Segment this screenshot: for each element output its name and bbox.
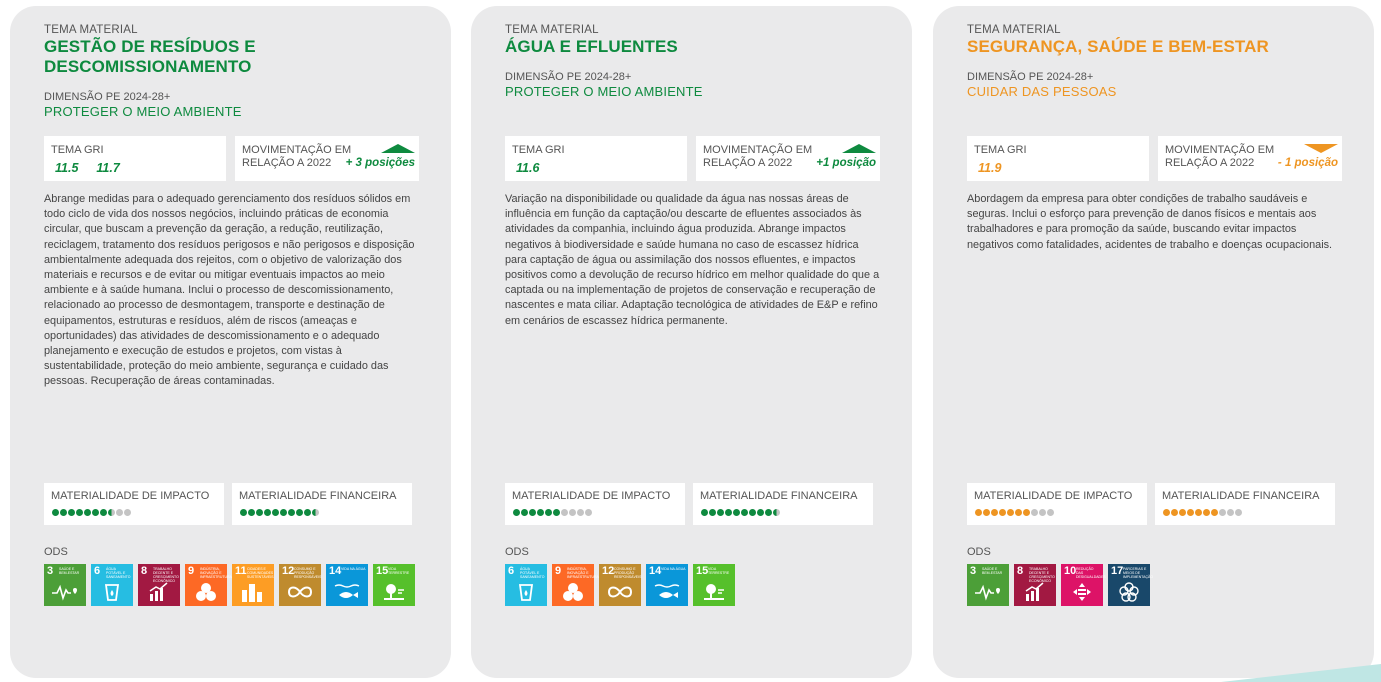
impact-rating-dot — [1007, 509, 1014, 516]
movement-label-line2: RELAÇÃO A 2022 — [242, 157, 332, 169]
heartbeat-icon — [967, 582, 1009, 602]
financial-rating-dot — [701, 509, 708, 516]
gri-codes — [978, 161, 1019, 175]
financial-rating-dot — [1187, 509, 1194, 516]
impact-rating-dot — [999, 509, 1006, 516]
arrow-up-icon — [381, 144, 415, 153]
tree-icon — [693, 582, 735, 602]
tema-material-label: TEMA MATERIAL — [44, 24, 138, 36]
impact-rating-dot — [585, 509, 592, 516]
ods-title: TRABALHO DECENTE E CRESCIMENTO ECONÔMICO — [153, 567, 179, 583]
impact-rating-dot — [561, 509, 568, 516]
ods-title: VIDA NA ÁGUA — [661, 567, 686, 571]
impact-materiality-box — [505, 483, 685, 525]
growth-chart-icon — [1014, 582, 1056, 602]
impact-materiality-label: MATERIALIDADE DE IMPACTO — [512, 490, 671, 502]
financial-rating-dot — [1195, 509, 1202, 516]
financial-rating-dot — [1227, 509, 1234, 516]
impact-rating-dot — [68, 509, 75, 516]
impact-rating-dot — [84, 509, 91, 516]
ods-title: VIDA NA ÁGUA — [341, 567, 366, 571]
topic-description: Variação na disponibilidade ou qualidade da água nas nossas áreas de influência em função da captação/ou descarte de efluentes associados às atividades da companhia, incluindo água produzida. Abrange impactos negativos à biodiversidade e saúde humana no caso de escassez hídrica para captação de água ou assimilação dos nossos efluentes, e impactos positivos como a devolução de recurso hídrico em melhor qualidade do que a captada ou na implementação de projetos de conservação e recuperação de nascentes e mata ciliar. Adaptação tecnológica de atividades de E&P e refino em cenários de escassez hídrica permanente. — [505, 193, 880, 327]
financial-rating-dot — [1171, 509, 1178, 516]
materiality-row — [967, 483, 1345, 525]
financial-materiality-label: MATERIALIDADE FINANCEIRA — [1162, 490, 1320, 502]
impact-rating-dot — [124, 509, 131, 516]
ods-number: 14 — [329, 565, 342, 577]
financial-rating-dot — [1203, 509, 1210, 516]
topic-description: Abordagem da empresa para obter condições de trabalho saudáveis e seguras. Inclui o esforço para prevenção de danos físicos e mentais aos trabalhadores e para promoção da saúde, buscando evitar impactos negativos como fatalidades, acidentes de trabalho e doenças ocupacionais. — [967, 193, 1333, 251]
movement-box — [1158, 136, 1342, 181]
financial-rating-dot — [256, 509, 263, 516]
impact-rating-dot — [108, 509, 115, 516]
financial-rating-dot — [248, 509, 255, 516]
ods-title: ÁGUA POTÁVEL E SANEAMENTO — [106, 567, 131, 579]
financial-rating-dot — [264, 509, 271, 516]
dimension-label: DIMENSÃO PE 2024-28+ — [44, 91, 171, 103]
topic-title: SEGURANÇA, SAÚDE E BEM-ESTAR — [967, 37, 1269, 56]
impact-rating-dot — [92, 509, 99, 516]
movement-label-line2: RELAÇÃO A 2022 — [703, 157, 793, 169]
flower-icon — [1108, 582, 1150, 602]
ods-9-tile — [552, 564, 599, 606]
impact-rating-dot — [60, 509, 67, 516]
financial-rating-dot — [312, 509, 319, 516]
impact-rating-dot — [513, 509, 520, 516]
ods-list — [44, 564, 420, 607]
financial-materiality-rating — [701, 509, 781, 517]
financial-rating-dot — [240, 509, 247, 516]
ods-title: CIDADES E COMUNIDADES SUSTENTÁVEIS — [247, 567, 274, 579]
movement-label-line1: MOVIMENTAÇÃO EM — [703, 144, 813, 156]
topic-title: ÁGUA E EFLUENTES — [505, 37, 678, 56]
financial-rating-dot — [1235, 509, 1242, 516]
topic-title: GESTÃO DE RESÍDUOS E DESCOMISSIONAMENTO — [44, 37, 256, 76]
gri-code: 11.6 — [516, 161, 540, 175]
ods-number: 8 — [1017, 565, 1024, 577]
info-row — [967, 136, 1342, 181]
gri-codes — [516, 161, 557, 175]
gri-box — [505, 136, 687, 181]
arrow-down-icon — [1304, 144, 1338, 153]
movement-label — [242, 144, 351, 170]
material-topic-card — [933, 6, 1374, 678]
ods-14-tile — [646, 564, 688, 606]
ods-12-tile — [599, 564, 641, 606]
gri-box — [967, 136, 1149, 181]
ods-label: ODS — [967, 546, 991, 558]
ods-10-tile — [1061, 564, 1106, 606]
ods-number: 17 — [1111, 565, 1124, 577]
decorative-corner — [1221, 664, 1381, 682]
financial-rating-dot — [1163, 509, 1170, 516]
impact-rating-dot — [537, 509, 544, 516]
impact-materiality-label: MATERIALIDADE DE IMPACTO — [51, 490, 210, 502]
growth-chart-icon — [138, 582, 180, 602]
impact-rating-dot — [52, 509, 59, 516]
financial-materiality-rating — [240, 509, 320, 517]
equality-icon — [1061, 582, 1103, 602]
ods-title: VIDA TERRESTRE — [708, 567, 730, 575]
water-glass-icon — [505, 582, 547, 602]
ods-number: 3 — [970, 565, 977, 577]
ods-title: REDUÇÃO DAS DESIGUALDADES — [1076, 567, 1106, 579]
gri-label: TEMA GRI — [974, 144, 1027, 156]
materiality-row — [505, 483, 883, 525]
gri-code: 11.5 — [55, 161, 79, 175]
financial-rating-dot — [1211, 509, 1218, 516]
movement-value: - 1 posição — [1277, 157, 1338, 169]
financial-rating-dot — [717, 509, 724, 516]
impact-rating-dot — [116, 509, 123, 516]
financial-materiality-rating — [1163, 509, 1243, 517]
movement-label-line2: RELAÇÃO A 2022 — [1165, 157, 1255, 169]
impact-rating-dot — [1015, 509, 1022, 516]
ods-6-tile — [91, 564, 133, 606]
financial-rating-dot — [288, 509, 295, 516]
impact-materiality-box — [967, 483, 1147, 525]
gri-codes — [55, 161, 138, 175]
movement-value: + 3 posições — [345, 157, 415, 169]
ods-title: CONSUMO E PRODUÇÃO RESPONSÁVEIS — [614, 567, 642, 579]
ods-3-tile — [967, 564, 1009, 606]
infinity-icon — [279, 582, 321, 602]
financial-materiality-box — [693, 483, 873, 525]
infinity-icon — [599, 582, 641, 602]
financial-rating-dot — [741, 509, 748, 516]
dimension-label: DIMENSÃO PE 2024-28+ — [505, 71, 632, 83]
impact-rating-dot — [975, 509, 982, 516]
ods-number: 10 — [1064, 565, 1077, 577]
ods-title: ÁGUA POTÁVEL E SANEAMENTO — [520, 567, 545, 579]
fish-icon — [326, 582, 368, 602]
city-icon — [232, 582, 274, 602]
impact-materiality-box — [44, 483, 224, 525]
financial-rating-dot — [1219, 509, 1226, 516]
heartbeat-icon — [44, 582, 86, 602]
ods-3-tile — [44, 564, 86, 606]
ods-number: 8 — [141, 565, 148, 577]
financial-materiality-label: MATERIALIDADE FINANCEIRA — [239, 490, 397, 502]
financial-rating-dot — [733, 509, 740, 516]
info-row — [44, 136, 419, 181]
ods-15-tile — [373, 564, 415, 606]
info-row — [505, 136, 880, 181]
impact-rating-dot — [1047, 509, 1054, 516]
ods-number: 12 — [602, 565, 615, 577]
ods-number: 6 — [94, 565, 101, 577]
ods-number: 14 — [649, 565, 662, 577]
financial-rating-dot — [272, 509, 279, 516]
impact-rating-dot — [553, 509, 560, 516]
movement-box — [696, 136, 880, 181]
movement-label — [703, 144, 812, 170]
ods-title: SAÚDE E BEM-ESTAR — [59, 567, 80, 575]
dimension-value: PROTEGER O MEIO AMBIENTE — [44, 104, 242, 119]
financial-rating-dot — [749, 509, 756, 516]
cubes-icon — [552, 582, 594, 602]
impact-rating-dot — [1039, 509, 1046, 516]
tema-material-label: TEMA MATERIAL — [967, 24, 1061, 36]
movement-box — [235, 136, 419, 181]
ods-label: ODS — [505, 546, 529, 558]
gri-box — [44, 136, 226, 181]
financial-rating-dot — [757, 509, 764, 516]
materiality-row — [44, 483, 422, 525]
impact-rating-dot — [545, 509, 552, 516]
ods-number: 11 — [235, 565, 247, 577]
ods-8-tile — [1014, 564, 1056, 606]
ods-title: INDÚSTRIA, INOVAÇÃO E INFRAESTRUTURA — [200, 567, 232, 579]
gri-code: 11.9 — [978, 161, 1002, 175]
financial-rating-dot — [725, 509, 732, 516]
impact-materiality-label: MATERIALIDADE DE IMPACTO — [974, 490, 1133, 502]
financial-rating-dot — [709, 509, 716, 516]
ods-number: 3 — [47, 565, 54, 577]
fish-icon — [646, 582, 688, 602]
gri-code: 11.7 — [96, 161, 120, 175]
impact-rating-dot — [529, 509, 536, 516]
movement-label — [1165, 144, 1274, 170]
ods-number: 15 — [376, 565, 389, 577]
cubes-icon — [185, 582, 227, 602]
impact-materiality-rating — [52, 509, 132, 517]
ods-9-tile — [185, 564, 232, 606]
impact-materiality-rating — [975, 509, 1055, 517]
impact-rating-dot — [577, 509, 584, 516]
ods-title: INDÚSTRIA, INOVAÇÃO E INFRAESTRUTURA — [567, 567, 599, 579]
ods-list — [967, 564, 1155, 607]
ods-14-tile — [326, 564, 368, 606]
ods-number: 9 — [188, 565, 195, 577]
arrow-up-icon — [842, 144, 876, 153]
ods-17-tile — [1108, 564, 1154, 606]
dimension-value: PROTEGER O MEIO AMBIENTE — [505, 84, 703, 99]
ods-title: VIDA TERRESTRE — [388, 567, 410, 575]
impact-rating-dot — [569, 509, 576, 516]
ods-11-tile — [232, 564, 274, 606]
tema-material-label: TEMA MATERIAL — [505, 24, 599, 36]
ods-8-tile — [138, 564, 180, 606]
financial-materiality-box — [232, 483, 412, 525]
impact-rating-dot — [100, 509, 107, 516]
impact-rating-dot — [991, 509, 998, 516]
ods-6-tile — [505, 564, 547, 606]
water-glass-icon — [91, 582, 133, 602]
tree-icon — [373, 582, 415, 602]
ods-title: TRABALHO DECENTE E CRESCIMENTO ECONÔMICO — [1029, 567, 1055, 583]
ods-number: 9 — [555, 565, 562, 577]
material-topic-card — [10, 6, 451, 678]
impact-materiality-rating — [513, 509, 593, 517]
dimension-value: CUIDAR DAS PESSOAS — [967, 84, 1117, 99]
ods-12-tile — [279, 564, 321, 606]
ods-number: 12 — [282, 565, 295, 577]
financial-rating-dot — [773, 509, 780, 516]
impact-rating-dot — [983, 509, 990, 516]
dimension-label: DIMENSÃO PE 2024-28+ — [967, 71, 1094, 83]
impact-rating-dot — [521, 509, 528, 516]
ods-list — [505, 564, 740, 607]
impact-rating-dot — [1023, 509, 1030, 516]
financial-rating-dot — [1179, 509, 1186, 516]
financial-materiality-box — [1155, 483, 1335, 525]
topic-description: Abrange medidas para o adequado gerenciamento dos resíduos sólidos em todo ciclo de vida dos nossos negócios, incluindo práticas de economia circular, que buscam a prevenção da geração, a redução, reutilização, reciclagem, tratamento dos resíduos perigosos e não perigosos e disposição ambientalmente adequada dos rejeitos, com o objetivo de valorização dos materiais e recursos e de evitar ou mitigar eventuais impactos ao meio ambiente e à saúde humana. Inclui o processo de descomissionamento, relacionado ao processo de desmontagem, transporte e destinação de equipamentos, estruturas e resíduos, além de riscos (ameaças e oportunidades) das atividades de descomissionamento e o adequado planejamento e execução de estudos e projetos, com vistas à sustentabilidade, proteção do meio ambiente, segurança e cuidado das pessoas. Recuperação de áreas contaminadas. — [44, 193, 415, 388]
gri-label: TEMA GRI — [51, 144, 104, 156]
movement-label-line1: MOVIMENTAÇÃO EM — [1165, 144, 1275, 156]
financial-rating-dot — [296, 509, 303, 516]
movement-value: +1 posição — [816, 157, 876, 169]
gri-label: TEMA GRI — [512, 144, 565, 156]
ods-number: 6 — [508, 565, 515, 577]
ods-title: SAÚDE E BEM-ESTAR — [982, 567, 1003, 575]
financial-rating-dot — [765, 509, 772, 516]
ods-15-tile — [693, 564, 735, 606]
financial-materiality-label: MATERIALIDADE FINANCEIRA — [700, 490, 858, 502]
financial-rating-dot — [304, 509, 311, 516]
ods-title: PARCERIAS E MEIOS DE IMPLEMENTAÇÃO — [1123, 567, 1154, 579]
ods-title: CONSUMO E PRODUÇÃO RESPONSÁVEIS — [294, 567, 322, 579]
financial-rating-dot — [280, 509, 287, 516]
movement-label-line1: MOVIMENTAÇÃO EM — [242, 144, 352, 156]
impact-rating-dot — [76, 509, 83, 516]
impact-rating-dot — [1031, 509, 1038, 516]
ods-number: 15 — [696, 565, 709, 577]
ods-label: ODS — [44, 546, 68, 558]
material-topic-card — [471, 6, 912, 678]
